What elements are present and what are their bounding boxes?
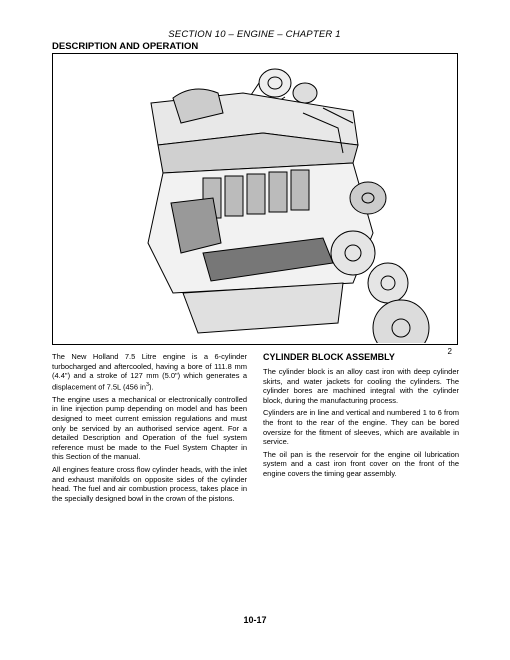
paragraph: The cylinder block is an alloy cast iron with deep cylinder skirts, and water jackets for cooling the cylinders. The cylinder bores are machined integral with the cylinder block, during the manufacturing process.: [263, 367, 459, 405]
running-header: SECTION 10 – ENGINE – CHAPTER 1: [168, 29, 341, 40]
figure-frame: [52, 53, 458, 356]
paragraph: The New Holland 7.5 Litre engine is a 6-cylinder turbocharged and aftercooled, having a bore of 111.8 mm (4.4") and a stroke of 127 mm (5.0") which generates a displacement of 7.5L (456 $in^3$).: [52, 352, 247, 392]
section-title: DESCRIPTION AND OPERATION: [52, 41, 199, 52]
paragraph: The oil pan is the reservoir for the engine oil lubrication system and a cast iron front cover on the front of the engine covers the timing gear assembly.: [263, 449, 459, 478]
engine-cutaway-illustration: [53, 53, 457, 343]
paragraph: All engines feature cross flow cylinder heads, with the inlet and exhaust manifolds on opposite sides of the cylinder head. The fuel and air combustion process, takes place in the specially designed bowl in the crown of the pistons.: [52, 465, 247, 503]
subsection-heading: CYLINDER BLOCK ASSEMBLY: [263, 352, 395, 362]
paragraph: Cylinders are in line and vertical and numbered 1 to 6 from the front to the rear of the engine. They can be bored oversize for the fitment of sleeves, which are available in service.: [263, 408, 459, 447]
page-number: 10-17: [243, 615, 267, 625]
paragraph: The engine uses a mechanical or electronically controlled in line injection pump depending on model and has been designed to meet current emission regulations and must only be serviced by an authorised service agent. For a detailed Description and Operation of the fuel system reference must be made to the Fuel System Chapter in this Section of the manual.: [52, 394, 247, 462]
right-column: [263, 352, 459, 482]
figure-number: 2: [447, 347, 452, 356]
left-column: [52, 352, 247, 506]
